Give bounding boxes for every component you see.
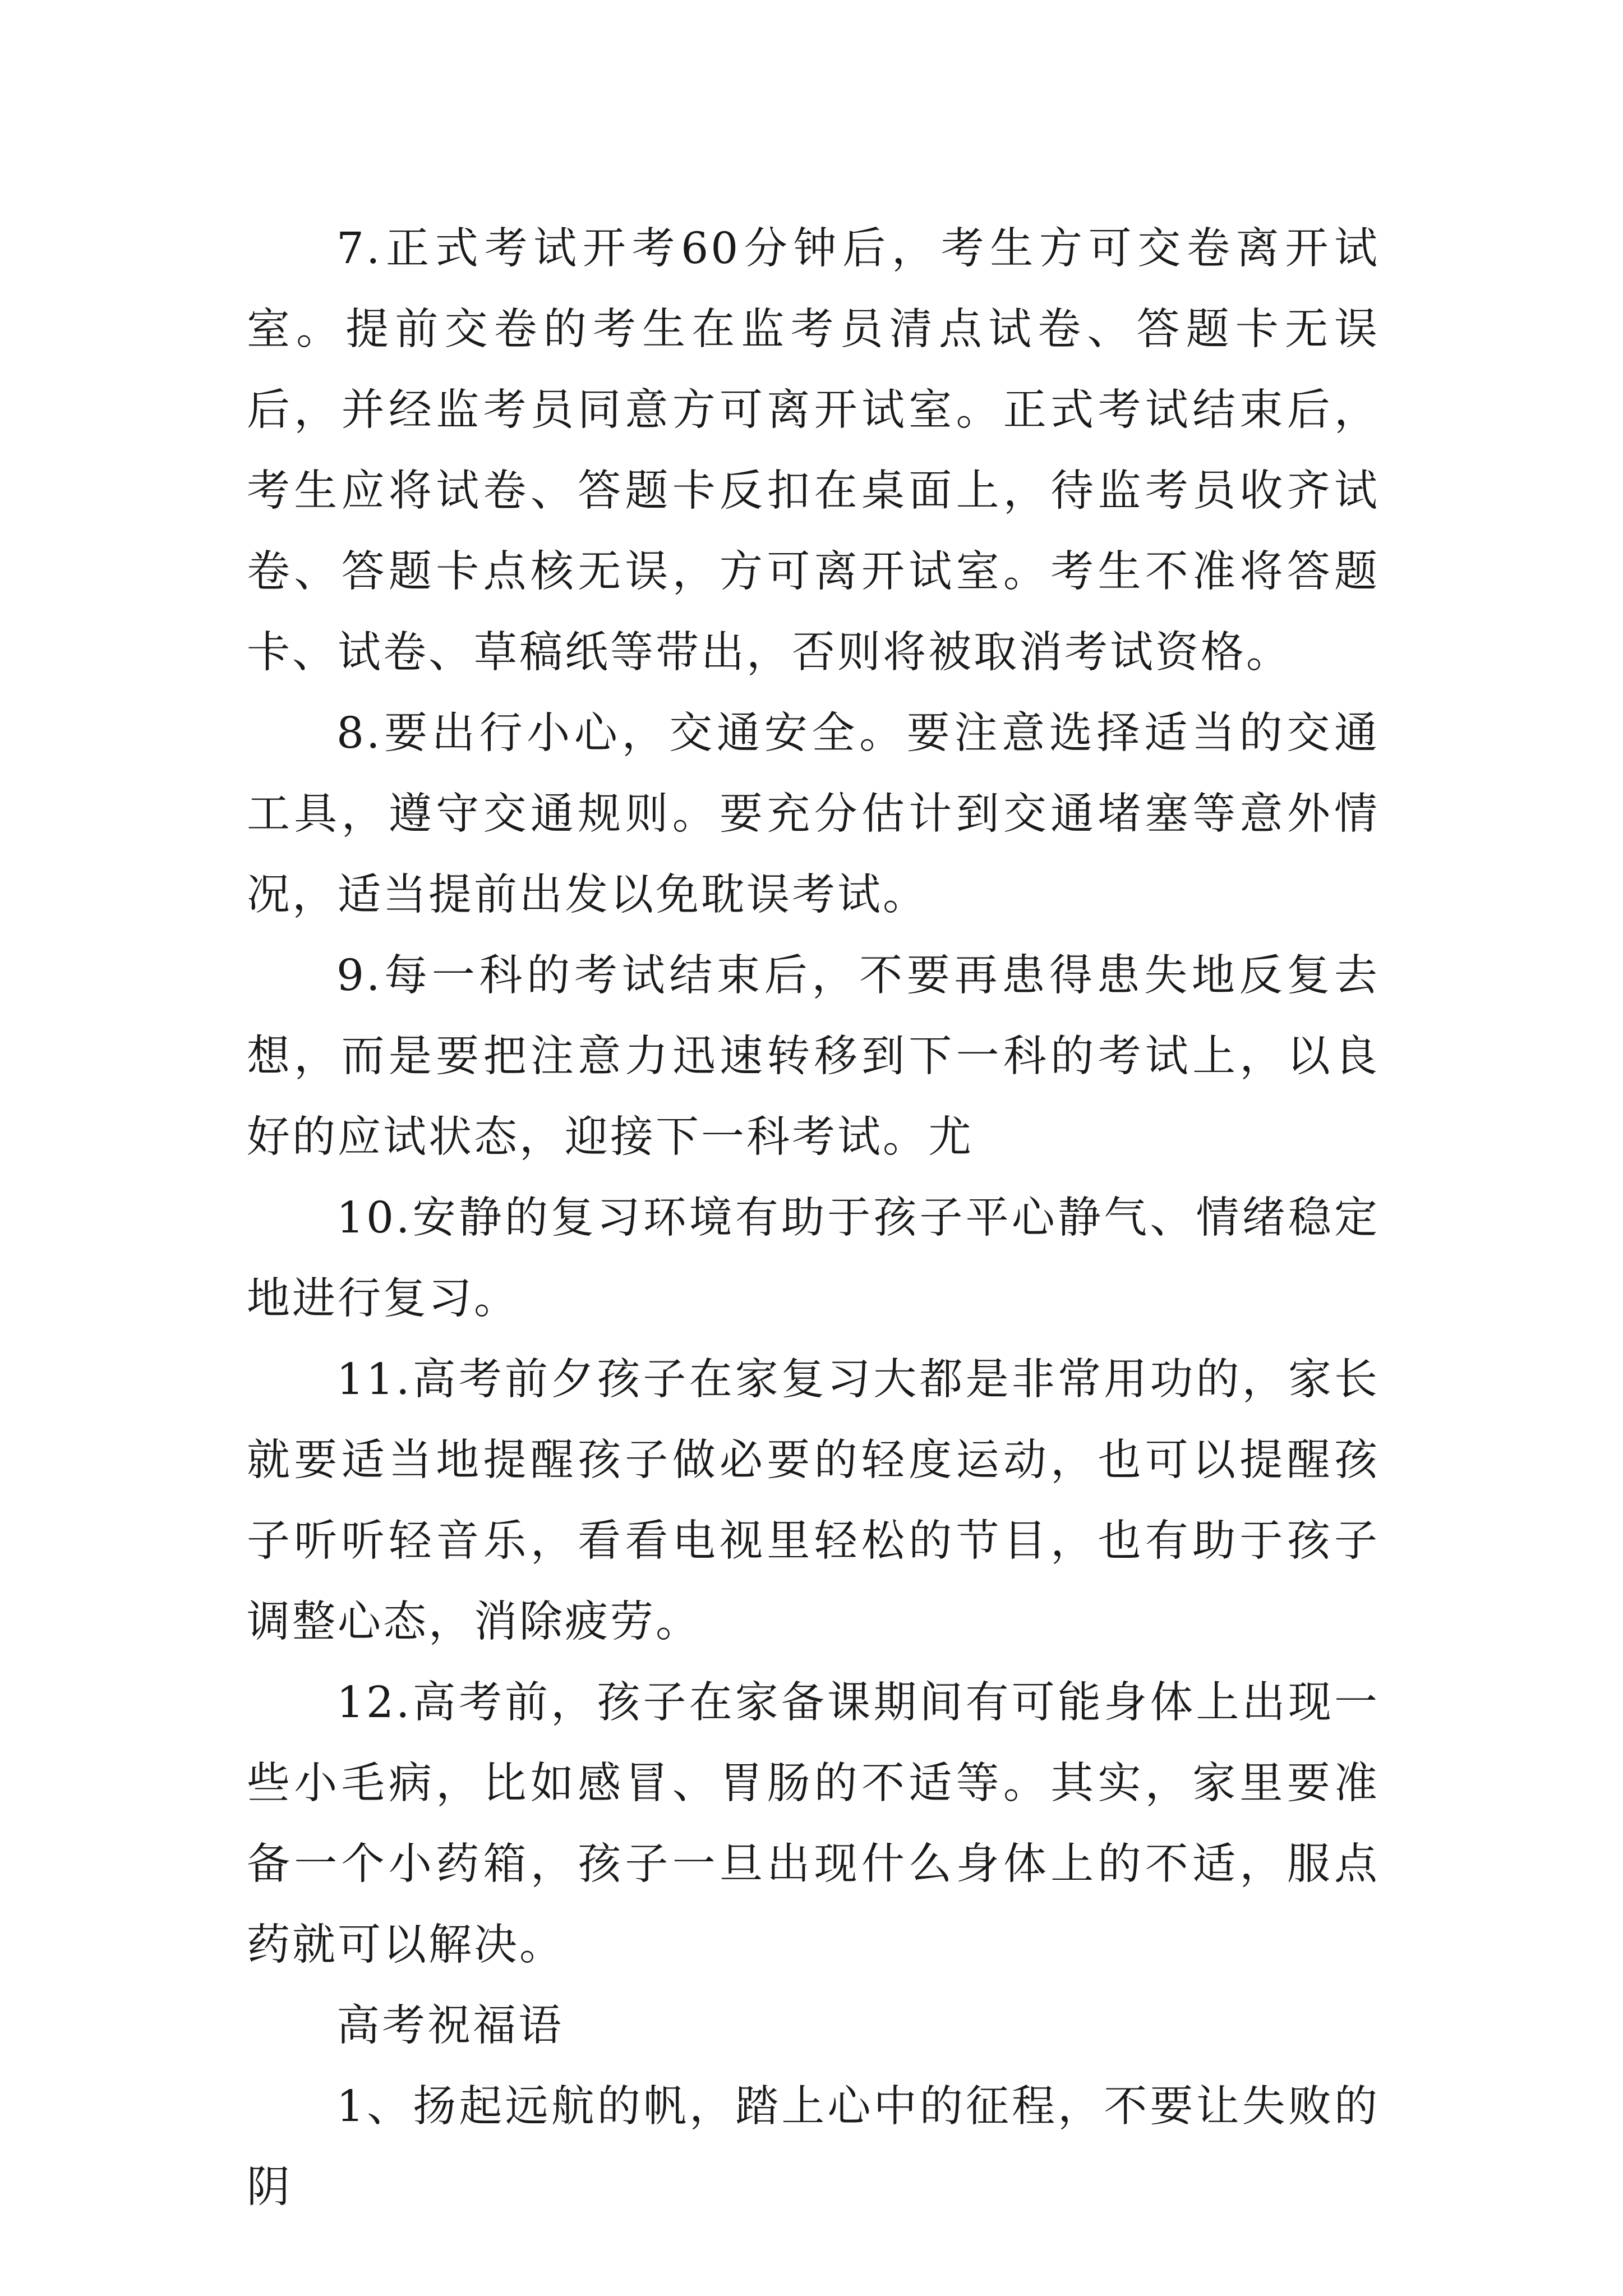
paragraph-11: 11.高考前夕孩子在家复习大都是非常用功的，家长就要适当地提醒孩子做必要的轻度运动，也可以提醒孩子听听轻音乐，看看电视里轻松的节目，也有助于孩子调整心态，消除疲劳。 bbox=[247, 1355, 1380, 1647]
paragraph-12: 12.高考前，孩子在家备课期间有可能身体上出现一些小毛病，比如感冒、胃肠的不适等。其实，家里要准备一个小药箱，孩子一旦出现什么身体上的不适，服点药就可以解决。 bbox=[247, 1678, 1380, 1970]
paragraph-9: 9.每一科的考试结束后，不要再患得患失地反复去想，而是要把注意力迅速转移到下一科的考试上，以良好的应试状态，迎接下一科考试。尤 bbox=[247, 951, 1380, 1162]
paragraph-8: 8.要出行小心，交通安全。要注意选择适当的交通工具，遵守交通规则。要充分估计到交通堵塞等意外情况，适当提前出发以免耽误考试。 bbox=[247, 708, 1380, 920]
paragraph-7: 7.正式考试开考60分钟后，考生方可交卷离开试室。提前交卷的考生在监考员清点试卷、答题卡无误后，并经监考员同意方可离开试室。正式考试结束后，考生应将试卷、答题卡反扣在桌面上，待监考员收齐试卷、答题卡点核无误，方可离开试室。考生不准将答题卡、试卷、草稿纸等带出，否则将被取消考试资格。 bbox=[247, 224, 1380, 678]
blessing-item-1: 1、扬起远航的帆，踏上心中的征程，不要让失败的阴 bbox=[247, 2082, 1380, 2212]
section-heading: 高考祝福语 bbox=[336, 2001, 564, 2051]
document-body bbox=[247, 209, 1380, 2228]
paragraph-10: 10.安静的复习环境有助于孩子平心静气、情绪稳定地进行复习。 bbox=[247, 1193, 1380, 1324]
